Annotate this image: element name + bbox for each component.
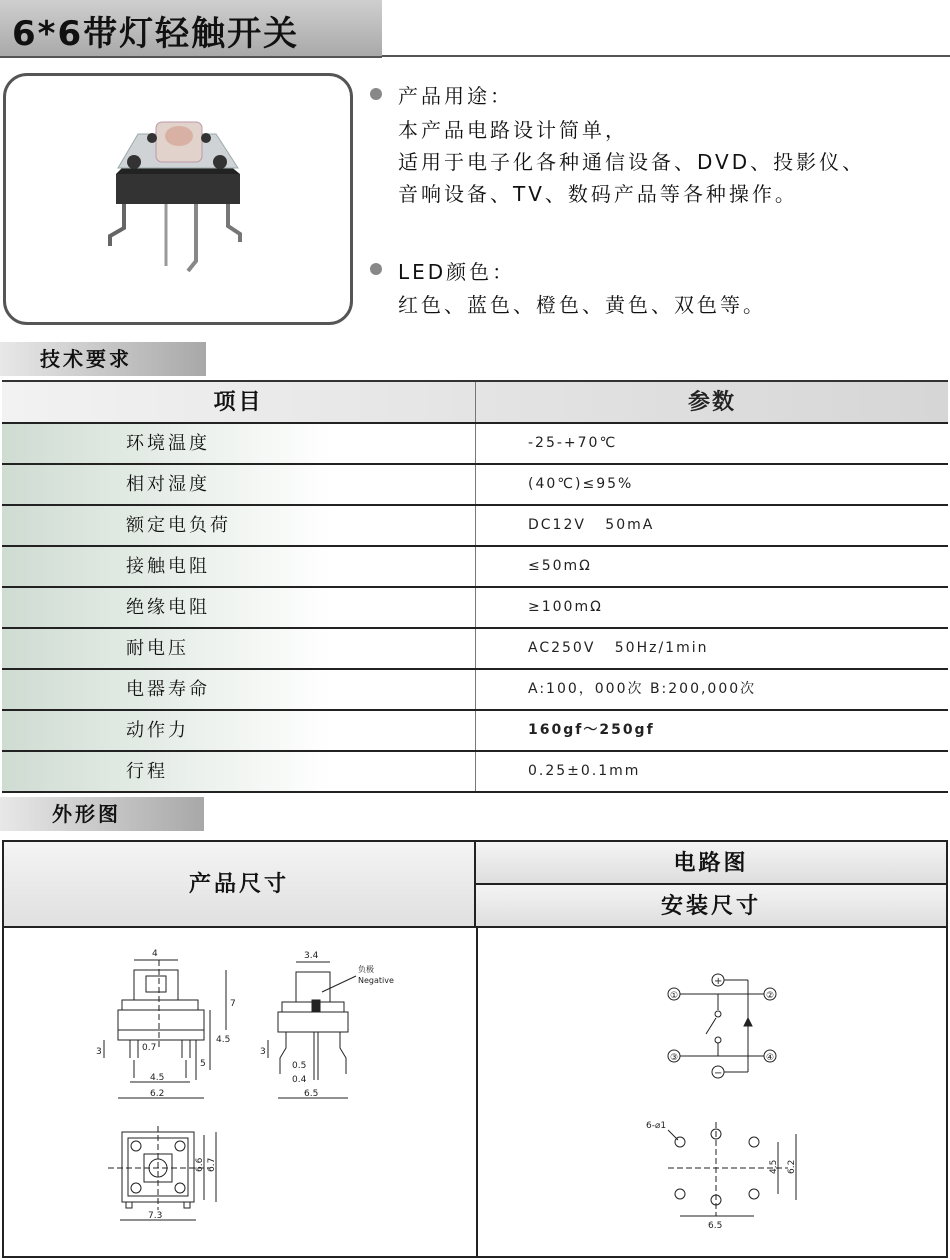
dim-label: 0.4 (292, 1075, 307, 1085)
table-row (2, 424, 948, 465)
led-line: 红色、蓝色、橙色、黄色、双色等。 (398, 293, 766, 317)
circuit-header: 电路图 (476, 842, 946, 885)
dim-label: 6.7 (207, 1157, 217, 1172)
row-value: A:100，000次 B:200,000次 (528, 681, 757, 697)
dim-label: 0.7 (142, 1043, 157, 1053)
row-value: ≤50mΩ (528, 558, 592, 574)
mount-size-header: 安装尺寸 (476, 885, 946, 928)
dim-label: 7 (230, 999, 236, 1009)
row-value: (40℃)≤95% (528, 476, 634, 492)
dim-label: 5 (200, 1059, 206, 1069)
row-value: 160gf～250gf (528, 722, 655, 738)
plus-terminal: + (714, 976, 723, 987)
row-value: 0.25±0.1mm (528, 763, 641, 779)
hole-label: 6-⌀1 (646, 1121, 667, 1131)
dim-label: 3.4 (304, 951, 319, 961)
page-title: 6*6带灯轻触开关 (12, 14, 300, 54)
table-row (2, 588, 948, 629)
dim-label: 7.3 (148, 1211, 163, 1221)
dim-label: 6.2 (787, 1159, 797, 1174)
bullet-dot (370, 263, 382, 275)
table-header-row (2, 382, 948, 424)
row-value: ≥100mΩ (528, 599, 603, 615)
table-row (2, 670, 948, 711)
switch-image (6, 76, 350, 322)
row-item: 额定电负荷 (2, 506, 476, 545)
pin-label: ① (670, 991, 679, 1001)
table-row (2, 711, 948, 752)
circuit-drawing (478, 930, 946, 1256)
dim-label: 6.5 (304, 1089, 319, 1099)
row-item: 动作力 (2, 711, 476, 750)
minus-terminal: − (714, 1068, 723, 1079)
product-size-header: 产品尺寸 (4, 842, 476, 928)
table-row (2, 465, 948, 506)
row-item: 绝缘电阻 (2, 588, 476, 627)
table-row (2, 629, 948, 670)
dim-label: 4.5 (216, 1035, 231, 1045)
usage-line: 适用于电子化各种通信设备、DVD、投影仪、 (398, 150, 866, 174)
led-heading: LED颜色： (398, 260, 516, 284)
row-item: 相对湿度 (2, 465, 476, 504)
row-value: DC12V 50mA (528, 517, 655, 533)
row-value: AC250V 50Hz/1min (528, 640, 709, 656)
negative-cn: 负极 (358, 965, 374, 974)
dim-label: 4 (152, 949, 158, 959)
dim-label: 0.5 (292, 1061, 307, 1071)
row-value: -25-+70℃ (528, 435, 618, 451)
bullet-dot (370, 88, 382, 100)
row-item: 行程 (2, 752, 476, 791)
dim-label: 3 (260, 1047, 266, 1057)
row-item: 电器寿命 (2, 670, 476, 709)
negative-en: Negative (358, 976, 394, 985)
dimension-drawing (4, 930, 476, 1256)
dim-label: 6.2 (150, 1089, 165, 1099)
usage-line: 本产品电路设计简单， (398, 118, 628, 142)
usage-heading: 产品用途： (398, 84, 513, 108)
pin-label: ④ (766, 1053, 775, 1063)
table-row (2, 506, 948, 547)
usage-line: 音响设备、TV、数码产品等各种操作。 (398, 182, 798, 206)
spec-table (2, 380, 948, 793)
title-bar (0, 0, 382, 58)
pin-label: ③ (670, 1053, 679, 1063)
dim-label: 3 (96, 1047, 102, 1057)
outline-section-tab: 外形图 (0, 797, 204, 831)
row-item: 接触电阻 (2, 547, 476, 586)
title-rule (382, 55, 950, 57)
dim-label: 6.6 (195, 1157, 205, 1172)
spec-section-tab: 技术要求 (0, 342, 206, 376)
product-photo (3, 73, 353, 325)
table-row (2, 547, 948, 588)
outline-table (2, 840, 948, 1258)
dim-label: 4.5 (769, 1159, 779, 1174)
header-item: 项目 (2, 382, 476, 422)
row-item: 耐电压 (2, 629, 476, 668)
pin-label: ② (766, 991, 775, 1001)
table-row (2, 752, 948, 793)
row-item: 环境温度 (2, 424, 476, 463)
dim-label: 6.5 (708, 1221, 723, 1231)
dim-label: 4.5 (150, 1073, 165, 1083)
header-param: 参数 (687, 390, 736, 415)
